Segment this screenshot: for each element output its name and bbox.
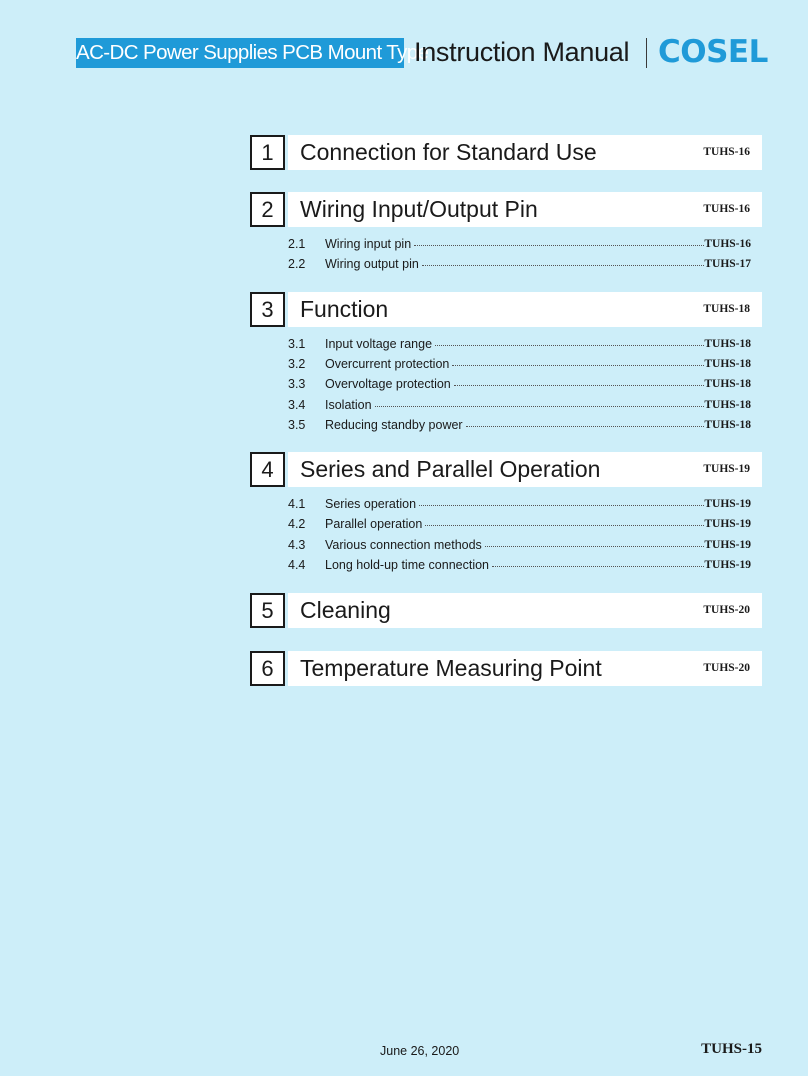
section-page-ref: TUHS-16 (703, 146, 750, 158)
entry-label: Various connection methods (325, 538, 482, 552)
entry-page-ref: TUHS-19 (704, 518, 751, 530)
entry-page-ref: TUHS-18 (704, 419, 751, 431)
toc-entry-3-5[interactable] (288, 415, 751, 435)
entry-number: 2.2 (288, 257, 306, 271)
entry-label: Reducing standby power (325, 418, 463, 432)
entry-number: 3.3 (288, 377, 306, 391)
section-title: Wiring Input/Output Pin (300, 196, 538, 222)
dot-leader (466, 425, 705, 427)
entry-label: Long hold-up time connection (325, 558, 490, 572)
entry-number: 4.4 (288, 558, 306, 572)
entry-number: 4.1 (288, 497, 306, 511)
toc-entry-3-3[interactable] (288, 374, 751, 394)
dot-leader (414, 244, 704, 246)
entry-number: 3.5 (288, 418, 306, 432)
entry-label: Isolation (325, 398, 372, 412)
toc-entry-3-2[interactable] (288, 354, 751, 374)
toc-entry-3-1[interactable] (288, 334, 751, 354)
entry-number: 4.2 (288, 517, 306, 531)
entry-label: Wiring output pin (325, 257, 419, 271)
section-number: 1 (250, 135, 285, 170)
entry-page-ref: TUHS-18 (704, 378, 751, 390)
toc-section-6[interactable] (250, 651, 762, 686)
entry-label: Overvoltage protection (325, 377, 451, 391)
entry-page-ref: TUHS-18 (704, 358, 751, 370)
toc-section-3[interactable] (250, 292, 762, 327)
toc-entry-4-4[interactable] (288, 555, 751, 575)
section-bar (288, 452, 762, 487)
entry-page-ref: TUHS-17 (704, 258, 751, 270)
toc-entry-4-2[interactable] (288, 514, 751, 534)
entry-page-ref: TUHS-19 (704, 559, 751, 571)
section-title: Cleaning (300, 597, 391, 623)
entry-number: 2.1 (288, 237, 306, 251)
entry-number: 3.4 (288, 398, 306, 412)
entry-label: Input voltage range (325, 337, 433, 351)
entry-page-ref: TUHS-16 (704, 238, 751, 250)
entry-page-ref: TUHS-18 (704, 399, 751, 411)
section-page-ref: TUHS-19 (703, 463, 750, 475)
section-page-ref: TUHS-16 (703, 203, 750, 215)
section-number: 3 (250, 292, 285, 327)
header-divider (646, 38, 647, 68)
section-page-ref: TUHS-20 (703, 604, 750, 616)
toc-entry-4-3[interactable] (288, 535, 751, 555)
dot-leader (452, 364, 704, 366)
entry-page-ref: TUHS-19 (704, 498, 751, 510)
toc-section-2[interactable] (250, 192, 762, 227)
entry-label: Wiring input pin (325, 237, 412, 251)
entry-number: 3.1 (288, 337, 306, 351)
toc-section-5[interactable] (250, 593, 762, 628)
dot-leader (422, 264, 705, 266)
entry-page-ref: TUHS-18 (704, 338, 751, 350)
toc-section-4[interactable] (250, 452, 762, 487)
footer-page-number: TUHS-15 (701, 1041, 762, 1057)
section-number: 2 (250, 192, 285, 227)
entry-label: Overcurrent protection (325, 357, 450, 371)
dot-leader (454, 384, 705, 386)
toc-section-1[interactable] (250, 135, 762, 170)
dot-leader (425, 524, 704, 526)
product-category-badge: AC-DC Power Supplies PCB Mount Type (76, 38, 404, 68)
entry-page-ref: TUHS-19 (704, 539, 751, 551)
entry-number: 4.3 (288, 538, 306, 552)
section-bar (288, 593, 762, 628)
toc-entry-2-2[interactable] (288, 254, 751, 274)
dot-leader (435, 344, 704, 346)
section-page-ref: TUHS-20 (703, 662, 750, 674)
dot-leader (492, 565, 704, 567)
dot-leader (485, 545, 705, 547)
section-title: Series and Parallel Operation (300, 456, 601, 482)
section-number: 6 (250, 651, 285, 686)
footer-date: June 26, 2020 (380, 1044, 460, 1058)
entry-label: Series operation (325, 497, 417, 511)
section-number: 4 (250, 452, 285, 487)
toc-entry-4-1[interactable] (288, 494, 751, 514)
toc-entry-3-4[interactable] (288, 395, 751, 415)
section-bar (288, 135, 762, 170)
entry-number: 3.2 (288, 357, 306, 371)
section-bar (288, 192, 762, 227)
section-title: Function (300, 296, 389, 322)
section-page-ref: TUHS-18 (703, 303, 750, 315)
document-title: Instruction Manual (414, 37, 630, 67)
cosel-logo: COSEL (658, 34, 768, 70)
section-bar (288, 292, 762, 327)
dot-leader (375, 405, 705, 407)
section-title: Connection for Standard Use (300, 139, 597, 165)
section-number: 5 (250, 593, 285, 628)
entry-label: Parallel operation (325, 517, 423, 531)
dot-leader (419, 504, 704, 506)
section-bar (288, 651, 762, 686)
toc-entry-2-1[interactable] (288, 234, 751, 254)
section-title: Temperature Measuring Point (300, 655, 602, 681)
